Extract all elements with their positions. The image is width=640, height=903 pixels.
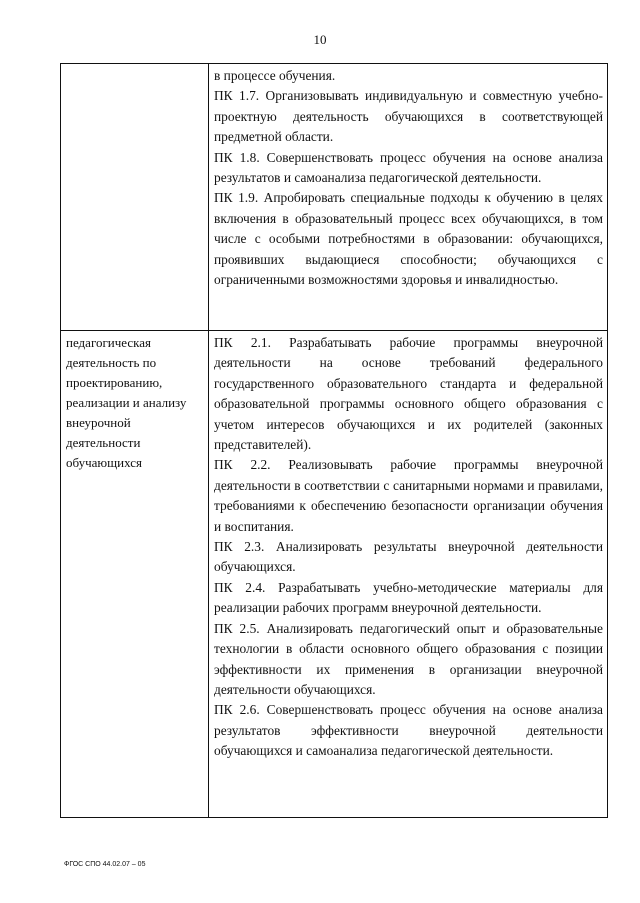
competency-text: ПК 2.1. Разрабатывать рабочие программы внеурочной деятельности на основе требований федерального государственного образовательного стандарта и федеральной образовательной программы основного общего образования с учетом интересов обучающихся и их родителей (законных представителей). bbox=[214, 335, 603, 453]
table-row bbox=[61, 331, 608, 818]
competencies-cell bbox=[209, 64, 608, 331]
table-row bbox=[61, 64, 608, 331]
competencies-table bbox=[60, 63, 608, 818]
activity-type-cell bbox=[61, 331, 209, 818]
competencies-cell bbox=[209, 331, 608, 818]
activity-type-cell bbox=[61, 64, 209, 331]
page-number: 10 bbox=[313, 32, 327, 47]
competency-text: ПК 1.7. Организовывать индивидуальную и совместную учебно-проектную деятельность обучающихся в соответствующей предметной области. bbox=[214, 88, 603, 145]
competency-text: в процессе обучения. bbox=[214, 68, 336, 83]
activity-type-text: педагогическая деятельность по проектированию, реализации и анализу внеурочной деятельности обучающихся bbox=[66, 335, 187, 470]
competency-text: ПК 1.9. Апробировать специальные подходы к обучению в целях включения в образовательный процесс всех обучающихся, в том числе с особыми потребностями в образовании: обучающихся, проявивших выдающиеся способности; обучающихся с ограниченными возможностями здоровья и инвалидностью. bbox=[214, 190, 603, 288]
competency-text: ПК 2.6. Совершенствовать процесс обучения на основе анализа результатов эффективности внеурочной деятельности обучающихся и самоанализа педагогической деятельности. bbox=[214, 702, 603, 759]
competency-text: ПК 2.5. Анализировать педагогический опыт и образовательные технологии в области основного общего образования с позиции эффективности их применения в организации внеурочной деятельности обучающихся. bbox=[214, 620, 603, 697]
competency-text: ПК 2.3. Анализировать результаты внеурочной деятельности обучающихся. bbox=[214, 539, 603, 575]
competency-text: ПК 2.2. Реализовывать рабочие программы внеурочной деятельности в соответствии с санитарными нормами и правилами, требованиями к обеспечению безопасности организации обучения и воспитания. bbox=[214, 457, 603, 534]
competency-text: ПК 2.4. Разрабатывать учебно-методические материалы для реализации рабочих программ внеурочной деятельности. bbox=[214, 579, 603, 616]
document-code-footer: ФГОС СПО 44.02.07 – 05 bbox=[64, 861, 146, 868]
competency-text: ПК 1.8. Совершенствовать процесс обучения на основе анализа результатов и самоанализа педагогической деятельности. bbox=[214, 149, 603, 186]
